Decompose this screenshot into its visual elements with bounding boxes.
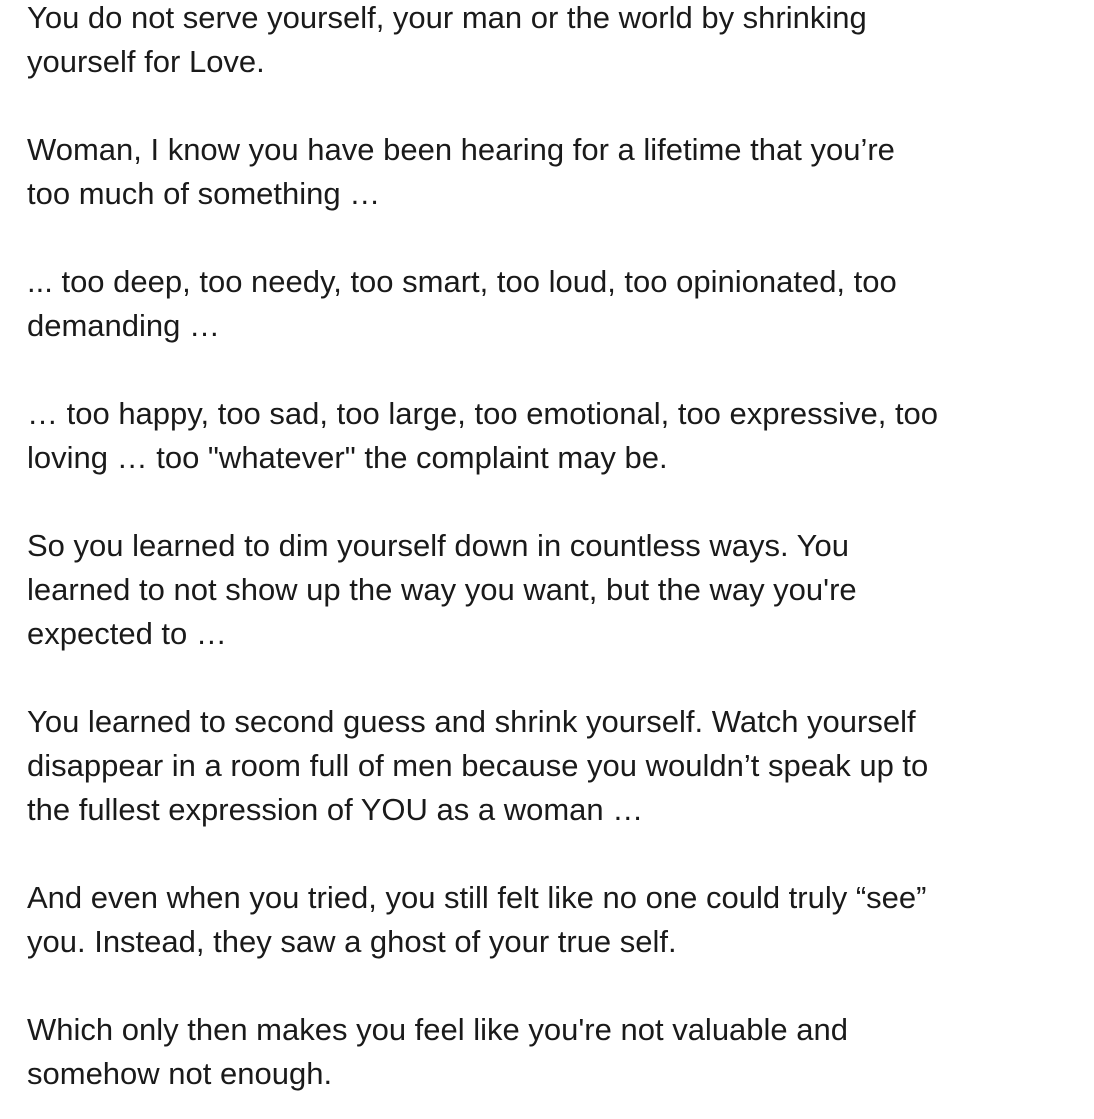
text-line: somehow not enough. — [27, 1056, 333, 1091]
text-line: You do not serve yourself, your man or the world by shrinking — [27, 0, 867, 35]
paragraph-2 — [27, 128, 1087, 216]
document-body — [27, 0, 1087, 1096]
text-line: Woman, I know you have been hearing for a lifetime that you’re — [27, 132, 895, 167]
paragraph-spacer — [27, 832, 1087, 876]
text-line: And even when you tried, you still felt like no one could truly “see” — [27, 880, 927, 915]
paragraph-spacer — [27, 656, 1087, 700]
text-line: learned to not show up the way you want, but the way you're — [27, 572, 857, 607]
text-line: the fullest expression of YOU as a woman … — [27, 792, 644, 827]
text-line: demanding … — [27, 308, 221, 343]
text-line: yourself for Love. — [27, 44, 265, 79]
text-line: loving … too "whatever" the complaint may be. — [27, 440, 668, 475]
paragraph-spacer — [27, 480, 1087, 524]
paragraph-5 — [27, 524, 1087, 656]
text-line: expected to … — [27, 616, 227, 651]
paragraph-6 — [27, 700, 1087, 832]
paragraph-spacer — [27, 84, 1087, 128]
paragraph-7 — [27, 876, 1087, 964]
paragraph-1 — [27, 0, 1087, 84]
paragraph-8 — [27, 1008, 1087, 1096]
text-line: You learned to second guess and shrink yourself. Watch yourself — [27, 704, 916, 739]
text-line: you. Instead, they saw a ghost of your true self. — [27, 924, 677, 959]
paragraph-4 — [27, 392, 1087, 480]
paragraph-3 — [27, 260, 1087, 348]
paragraph-spacer — [27, 964, 1087, 1008]
text-line: So you learned to dim yourself down in countless ways. You — [27, 528, 849, 563]
paragraph-spacer — [27, 348, 1087, 392]
text-line: ... too deep, too needy, too smart, too loud, too opinionated, too — [27, 264, 897, 299]
text-line: disappear in a room full of men because you wouldn’t speak up to — [27, 748, 929, 783]
text-line: too much of something … — [27, 176, 381, 211]
text-line: Which only then makes you feel like you're not valuable and — [27, 1012, 849, 1047]
text-line: … too happy, too sad, too large, too emotional, too expressive, too — [27, 396, 939, 431]
paragraph-spacer — [27, 216, 1087, 260]
